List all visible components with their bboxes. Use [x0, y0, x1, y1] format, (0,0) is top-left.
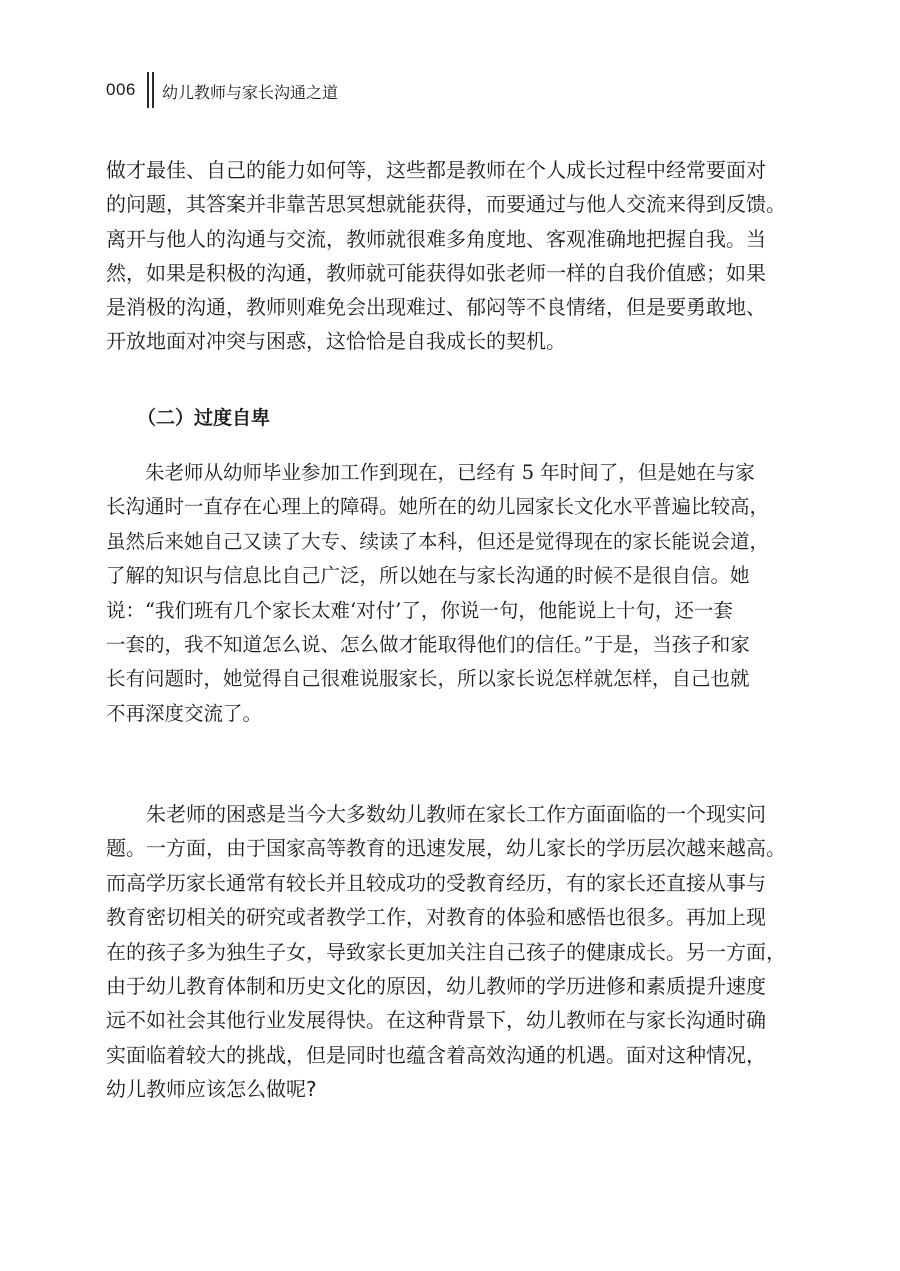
case-story [106, 456, 770, 731]
text-line: 虽然后来她自己又读了大专、续读了本科，但还是觉得现在的家长能说会道， [106, 529, 770, 553]
header-divider-line [147, 72, 149, 108]
text-line: 而高学历家长通常有较长并且较成功的受教育经历，有的家长还直接从事与 [106, 870, 766, 895]
text-line: 长沟通时一直存在心理上的障碍。她所在的幼儿园家长文化水平普遍比较高， [106, 495, 770, 519]
text-line: 的问题，其答案并非靠苦思冥想就能获得，而要通过与他人交流来得到反馈。 [106, 192, 786, 217]
text-line: 远不如社会其他行业发展得快。在这种背景下，幼儿教师在与家长沟通时确 [106, 1008, 766, 1033]
text-line: 做才最佳、自己的能力如何等，这些都是教师在个人成长过程中经常要面对 [106, 158, 766, 182]
text-line: 一套的，我不知道怎么说、怎么做才能取得他们的信任。”于是，当孩子和家 [106, 633, 750, 657]
text-line: 了解的知识与信息比自己广泛，所以她在与家长沟通的时候不是很自信。她 [106, 564, 750, 588]
text-line: 由于幼儿教育体制和历史文化的原因，幼儿教师的学历进修和素质提升速度 [106, 974, 766, 999]
body-paragraph-continued [106, 153, 786, 359]
header-divider-line [152, 72, 154, 108]
text-line: 实面临着较大的挑战，但是同时也蕴含着高效沟通的机遇。面对这种情况， [106, 1042, 766, 1067]
book-title: 幼儿教师与家长沟通之道 [162, 83, 339, 102]
text-line: 朱老师从幼师毕业参加工作到现在，已经有 5 年时间了，但是她在与家 [106, 461, 755, 484]
text-line: 离开与他人的沟通与交流，教师就很难多角度地、客观准确地把握自我。当 [106, 226, 766, 251]
text-line: 在的孩子多为独生子女，导致家长更加关注自己孩子的健康成长。另一方面， [106, 939, 786, 964]
page-number: 006 [106, 80, 136, 99]
text-line: 开放地面对冲突与困惑，这恰恰是自我成长的契机。 [106, 329, 566, 354]
text-line: 不再深度交流了。 [106, 701, 263, 725]
section-heading: （二）过度自卑 [137, 407, 271, 429]
text-line: 朱老师的困惑是当今大多数幼儿教师在家长工作方面面临的一个现实问 [106, 802, 766, 826]
body-paragraph [106, 797, 786, 1107]
text-line: 是消极的沟通，教师则难免会出现难过、郁闷等不良情绪，但是要勇敢地、 [106, 295, 766, 320]
text-line: 题。一方面，由于国家高等教育的迅速发展，幼儿家长的学历层次越来越高。 [106, 836, 786, 861]
text-line: 幼儿教师应该怎么做呢? [106, 1077, 317, 1102]
text-line: 然，如果是积极的沟通，教师就可能获得如张老师一样的自我价值感；如果 [106, 260, 766, 285]
text-line: 长有问题时，她觉得自己很难说服家长，所以家长说怎样就怎样，自己也就 [106, 667, 750, 691]
text-line: 教育密切相关的研究或者教学工作，对教育的体验和感悟也很多。再加上现 [106, 905, 766, 930]
text-line: 说：“我们班有几个家长太难‘对付’了，你说一句，他能说上十句，还一套 [106, 598, 733, 622]
